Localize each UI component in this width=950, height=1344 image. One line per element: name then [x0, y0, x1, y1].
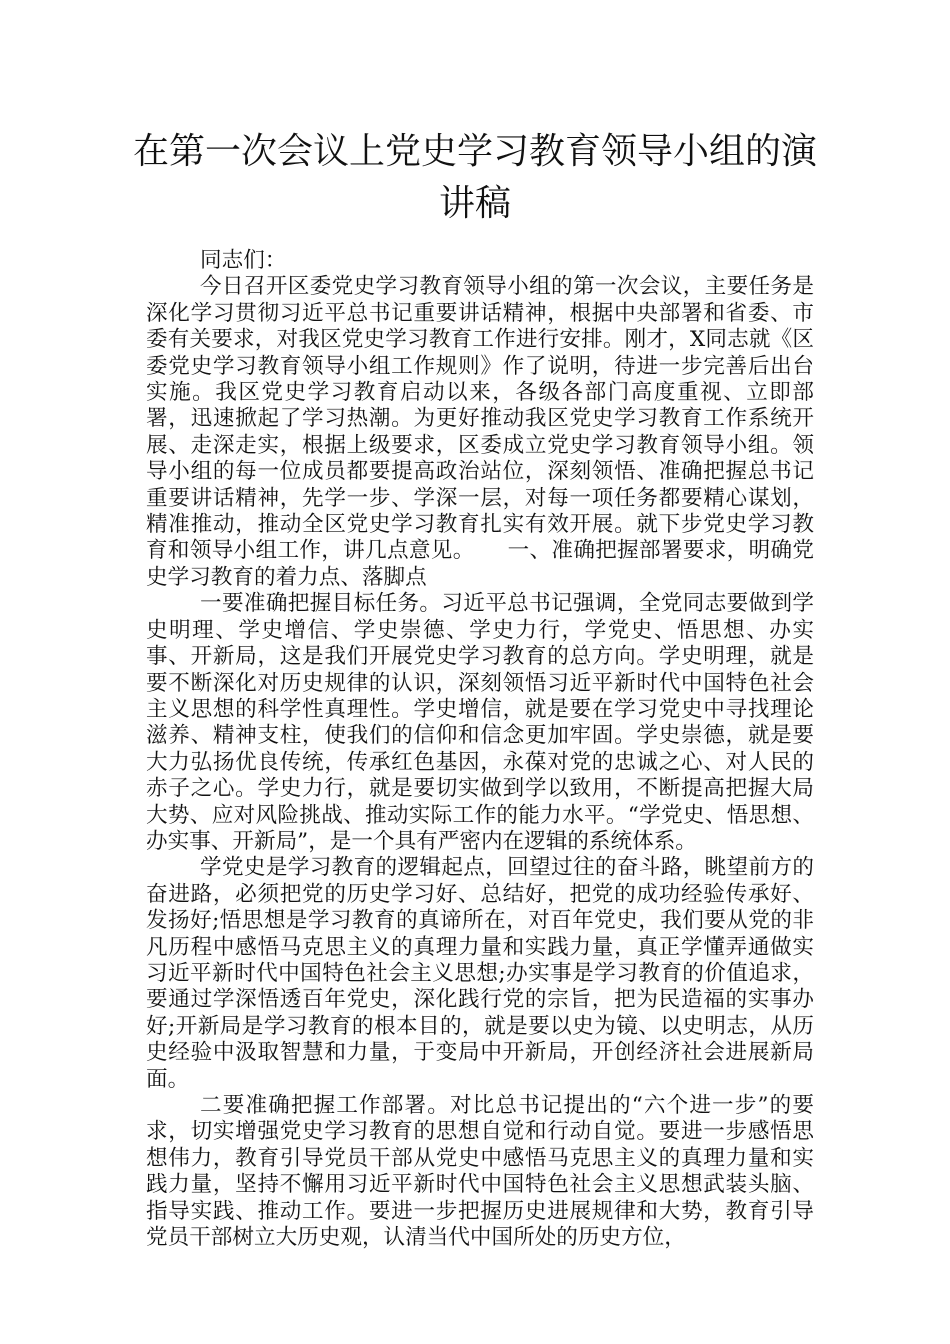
- document-body: [146, 248, 814, 1251]
- paragraph-2: 一要准确把握目标任务。习近平总书记强调，全党同志要做到学史明理、学史增信、学史崇德、学史力行，学党史、悟思想、办实事、开新局，这是我们开展党史学习教育的总方向。学史明理，就是要不断深化对历史规律的认识，深刻领悟习近平新时代中国特色社会主义思想的科学性真理性。学史增信，就是要在学习党史中寻找理论滋养、精神支柱，使我们的信仰和信念更加牢固。学史崇德，就是要大力弘扬优良传统，传承红色基因，永葆对党的忠诚之心、对人民的赤子之心。学史力行，就是要切实做到学以致用，不断提高把握大局大势、应对风险挑战、推动实际工作的能力水平。“学党史、悟思想、办实事、开新局”，是一个具有严密内在逻辑的系统体系。: [146, 591, 814, 854]
- paragraph-3: 学党史是学习教育的逻辑起点，回望过往的奋斗路，眺望前方的奋进路，必须把党的历史学习好、总结好，把党的成功经验传承好、发扬好;悟思想是学习教育的真谛所在，对百年党史，我们要从党的非凡历程中感悟马克思主义的真理力量和实践力量，真正学懂弄通做实习近平新时代中国特色社会主义思想;办实事是学习教育的价值追求，要通过学深悟透百年党史，深化践行党的宗旨，把为民造福的实事办好;开新局是学习教育的根本目的，就是要以史为镜、以史明志，从历史经验中汲取智慧和力量，于变局中开新局，开创经济社会进展新局面。: [146, 855, 814, 1092]
- paragraph-1: 今日召开区委党史学习教育领导小组的第一次会议，主要任务是深化学习贯彻习近平总书记重要讲话精神，根据中央部署和省委、市委有关要求，对我区党史学习教育工作进行安排。刚才，X同志就《区委党史学习教育领导小组工作规则》作了说明，待进一步完善后出台实施。我区党史学习教育启动以来，各级各部门高度重视、立即部署，迅速掀起了学习热潮。为更好推动我区党史学习教育工作系统开展、走深走实，根据上级要求，区委成立党史学习教育领导小组。领导小组的每一位成员都要提高政治站位，深刻领悟、准确把握总书记重要讲话精神，先学一步、学深一层，对每一项任务都要精心谋划，精准推动，推动全区党史学习教育扎实有效开展。就下步党史学习教育和领导小组工作，讲几点意见。 一、准确把握部署要求，明确党史学习教育的着力点、落脚点: [146, 274, 814, 590]
- document-title: 在第一次会议上党史学习教育领导小组的演讲稿: [132, 131, 817, 224]
- paragraph-4: 二要准确把握工作部署。对比总书记提出的“六个进一步”的要求，切实增强党史学习教育的思想自觉和行动自觉。要进一步感悟思想伟力，教育引导党员干部从党史中感悟马克思主义的真理力量和实践力量，坚持不懈用习近平新时代中国特色社会主义思想武装头脑、指导实践、推动工作。要进一步把握历史进展规律和大势，教育引导党员干部树立大历史观，认清当代中国所处的历史方位，: [146, 1093, 814, 1251]
- salutation: 同志们：: [200, 248, 287, 273]
